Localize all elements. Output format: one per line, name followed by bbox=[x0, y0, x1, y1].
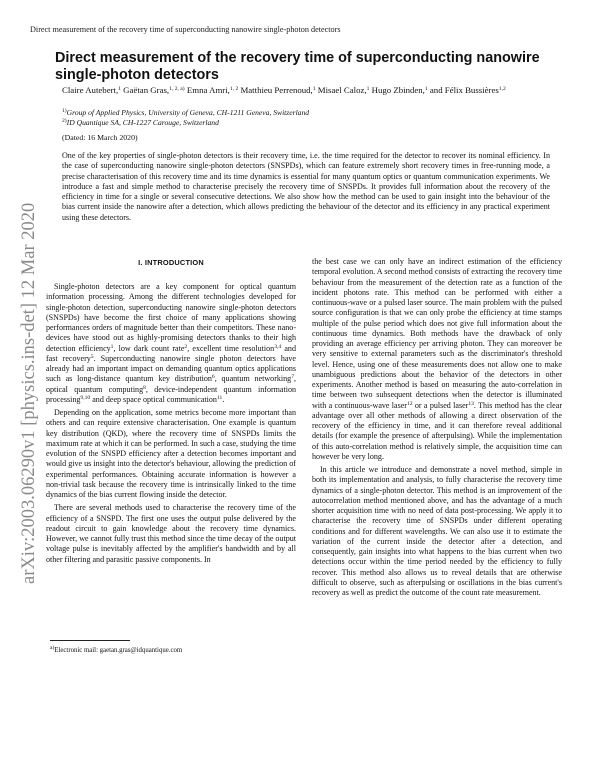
paragraph-text: Depending on the application, some metrics become more important than others and can require extensive characterisation. One example is quantum key distribution (QKD), where the recovery time of SNSPDs limits the maximum rate at which it can be performed. In such a case, studying the time evolution of the SNSPD efficiency after a detection becomes important and would give us insight into the detector's behaviour, allowing the prediction of experimental performances. Obtaining accurate information is however a non-trivial task because the recovery time is intrinsically linked to the time dynamics of the bias current flowing inside the detector. bbox=[46, 408, 296, 499]
paragraph-text: , device-independent quantum information processing bbox=[46, 384, 297, 404]
author bbox=[366, 85, 428, 95]
paragraph-text: , quantum networking bbox=[214, 374, 292, 384]
body-paragraph bbox=[312, 465, 562, 598]
author-name: Misael Caloz, bbox=[315, 85, 367, 95]
author-name: Matthieu Perrenoud, bbox=[238, 85, 313, 95]
author-affiliation-mark: 1, 2 bbox=[229, 86, 239, 92]
author-affiliation-mark: 1, 2, a) bbox=[169, 86, 185, 92]
paragraph-text: , low dark count rate bbox=[113, 343, 185, 353]
affiliation-list bbox=[62, 108, 550, 128]
citation-mark: 2 bbox=[184, 343, 188, 350]
citation-mark: 6 bbox=[211, 374, 215, 381]
abstract: One of the key properties of single-photon detectors is their recovery time, i.e. the time required for the detector to recover its nominal efficiency. In the case of superconducting nanowire single-photon detectors (SNSPDs), which can feature extremely short recovery times in free-running mode, a precise characterisation of this recovery time and its time dynamics is essential for many quantum optics or quantum communication experiments. We introduce a fast and simple method to characterise precisely the recovery time of SNSPDs. It provides full information about the recovery of the efficiency in time for a single or several consecutive detections. We also show how the method can be used to gain insight into the behaviour of the bias current inside the nanowire after a detection, which allows predicting the behaviour of the detector and its efficiency in any practical experiment using these detectors. bbox=[62, 151, 550, 222]
paragraph-text: . Superconducting nanowire single photon detectors have already had an important impact on demanding quantum optics applications such as long-distance quantum key distribution bbox=[46, 353, 297, 384]
dated-line: (Dated: 16 March 2020) bbox=[62, 133, 138, 142]
author-name: Claire Autebert, bbox=[62, 85, 119, 95]
citation-mark: 1 bbox=[110, 343, 114, 350]
citation-mark: 13 bbox=[468, 400, 474, 407]
body-paragraph bbox=[312, 257, 562, 462]
paragraph-text: and fast recovery bbox=[46, 343, 296, 363]
right-column bbox=[312, 257, 562, 598]
affiliation bbox=[62, 118, 550, 128]
author-name: Hugo Zbinden, bbox=[369, 85, 425, 95]
paragraph-text: , optical quantum computing bbox=[46, 374, 296, 394]
paragraph-text: the best case we can only have an indirect estimation of the efficiency temporal evolution. A second method consists of extracting the recovery time behaviour from the measurement of the detection rate as a function of the incident photons rate. This method can be performed with either a continuous-wave or a pulsed laser source. The main problem with the pulsed source configuration is that we can only probe the efficiency at time stamps multiple of the pulse period which does not give full information about the continuous time dynamics. Both methods have the drawback of only providing an average efficiency per arriving photon. They can moreover be very sensitive to external parameters such as the discriminator's threshold level. Hence, using one of these measurements does not allow one to make unambiguous predictions about the behavior of the detectors in other experiments. Another method is based on measuring the auto-correlation in time between two subsequent detections when the detector is illuminated with a continuous-wave laser bbox=[312, 257, 562, 410]
body-paragraph bbox=[46, 408, 296, 500]
citation-mark: 8 bbox=[143, 384, 146, 391]
paragraph-text: . bbox=[222, 394, 225, 404]
footnote-mark: a) bbox=[50, 645, 55, 651]
author bbox=[62, 85, 121, 95]
paragraph-text: , excellent time resolution bbox=[187, 343, 275, 353]
footnote-text: Electronic mail: gaetan.gras@idquantique.com bbox=[54, 647, 183, 654]
affiliation bbox=[62, 108, 550, 118]
author-name: Emna Amri, bbox=[184, 85, 230, 95]
author-name: and Félix Bussières bbox=[427, 85, 499, 95]
author-list bbox=[62, 85, 550, 96]
paper-title: Direct measurement of the recovery time of superconducting nanowire single-photon detectors bbox=[55, 50, 540, 83]
author bbox=[428, 85, 506, 95]
affiliation-mark: 2) bbox=[62, 118, 67, 124]
author bbox=[316, 85, 370, 95]
author-affiliation-mark: 1 bbox=[424, 86, 428, 92]
affiliation-mark: 1) bbox=[62, 108, 67, 114]
author-affiliation-mark: 1 bbox=[366, 86, 370, 92]
paragraph-text: . This method has the clear advantage over all other methods of allowing a direct observation of the recovery of the efficiency in time, and it can therefore reveal additional details (for example the presence of afterpulsing). While the implementation of this auto-correlation method is relatively simple, the acquisition time can however be very long. bbox=[312, 400, 562, 461]
left-column bbox=[46, 258, 296, 565]
body-paragraph bbox=[46, 503, 296, 565]
author bbox=[185, 85, 239, 95]
author-name: Gaëtan Gras, bbox=[120, 85, 170, 95]
paragraph-text: There are several methods used to characterise the recovery time of the efficiency of a SNSPD. The first one uses the output pulse delivered by the readout circuit to gain knowledge about the recovery time dynamics. However, we cannot fully trust this method since the time decay of the output voltage pulse is inevitably affected by the amplifier's bandwidth and by all other filtering and parasitic passive components. In bbox=[46, 503, 296, 564]
citation-mark: 3,4 bbox=[274, 343, 282, 350]
citation-mark: 5 bbox=[90, 353, 94, 360]
right-body bbox=[312, 257, 562, 598]
citation-mark: 11 bbox=[216, 394, 223, 401]
paragraph-text: or a pulsed laser bbox=[412, 400, 469, 410]
running-head: Direct measurement of the recovery time of superconducting nanowire single-photon detectors bbox=[30, 25, 341, 34]
author bbox=[121, 85, 185, 95]
author bbox=[238, 85, 315, 95]
citation-mark: 12 bbox=[407, 400, 413, 407]
citation-mark: 9,10 bbox=[80, 394, 91, 401]
paragraph-text: and deep space optical communication bbox=[90, 394, 217, 404]
citation-mark: 7 bbox=[291, 374, 294, 381]
paragraph-text: In this article we introduce and demonstrate a novel method, simple in both its implementation and analysis, to fully characterise the recovery time dynamics of a single-photon detector. This method is an improvement of the autocorrelation method mentioned above, and has the advantage of a much shorter acquisition time with no need of data post-processing. We apply it to characterise the recovery time of SNSPDs under different operating conditions and for different wavelengths. We can also use it to estimate the variation of the current inside the detector after a detection, and consequently, gain insights into what happens to the bias current when two detections occur within the time period needed by the efficiency to fully recover. This method also allows us to reveal details that are otherwise difficult to observe, such as afterpulsing or oscillations in the bias current's recovery as well as predict the outcome of the count rate measurement. bbox=[312, 465, 562, 597]
affiliation-text: Group of Applied Physics, University of Geneva, CH-1211 Geneva, Switzerland bbox=[66, 108, 310, 117]
body-paragraph bbox=[46, 282, 296, 405]
arxiv-identifier-stamp: arXiv:2003.06290v1 [physics.ins-det] 12 Mar 2020 bbox=[19, 202, 39, 584]
left-body bbox=[46, 282, 296, 565]
author-affiliation-mark: 1 bbox=[118, 86, 121, 92]
footnote-rule bbox=[50, 640, 130, 641]
paragraph-text: Single-photon detectors are a key component for optical quantum information processing. Among the different technologies developed for single-photon detection, superconducting nanowire single-photon detectors (SNSPDs) have become the first choice of many applications showing performances orders of magnitude better than their competitors. These nano-devices have stood out as highly-promising detectors thanks to their high detection efficiency bbox=[46, 282, 296, 353]
author-affiliation-mark: 1 bbox=[312, 86, 316, 92]
footnote bbox=[50, 646, 300, 655]
author-affiliation-mark: 1,2 bbox=[498, 86, 506, 92]
affiliation-text: ID Quantique SA, CH-1227 Carouge, Switzerland bbox=[66, 118, 219, 127]
section-heading: I. INTRODUCTION bbox=[138, 258, 204, 267]
